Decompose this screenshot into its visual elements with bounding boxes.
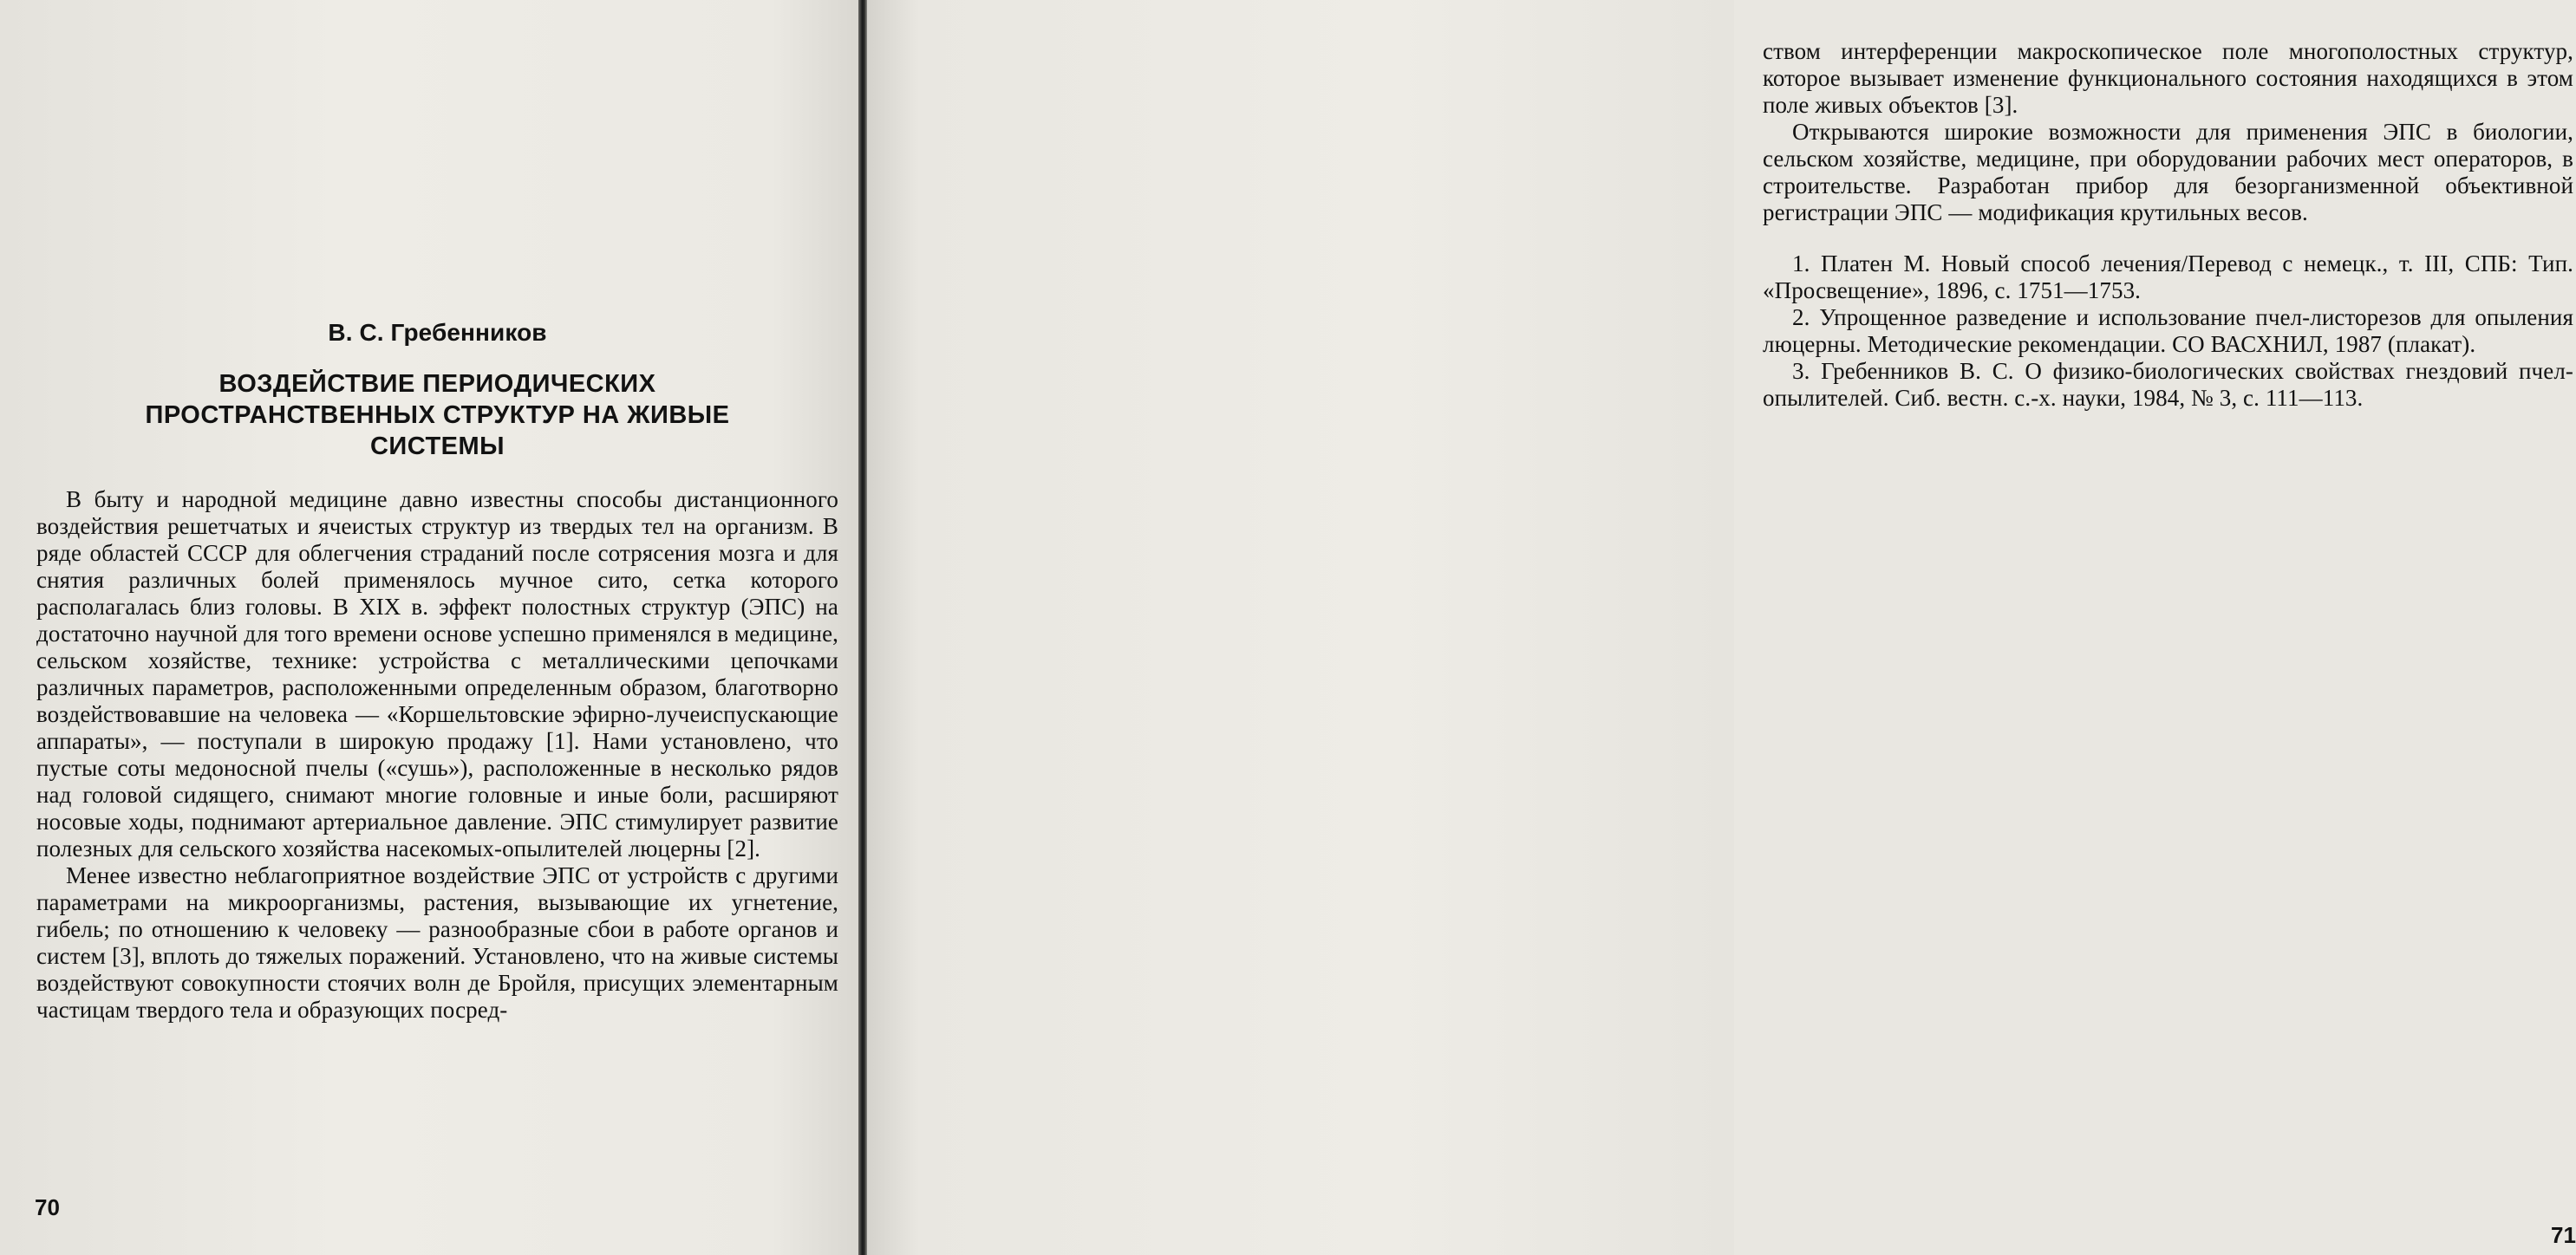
body-paragraph: Открываются широкие возможности для применения ЭПС в биологии, сельском хозяйстве, медицине, при оборудовании рабочих мест операторов, в строительстве. Разработан прибор для безорганизменной объективной регистрации ЭПС — модификация крутильных весов.	[1763, 119, 2573, 225]
title-line: ПРОСТРАНСТВЕННЫХ СТРУКТУР НА ЖИВЫЕ	[145, 401, 730, 429]
body-paragraph: В быту и народной медицине давно известны способы дистанционного воздействия решетчатых и ячеистых структур из твердых тел на организм. В ряде областей СССР для облегчения страданий после сотрясения мозга и для снятия различных болей применялось мучное сито, сетка которого располагалась близ головы. В XIX в. эффект полостных структур (ЭПС) на достаточно научной для того времени основе успешно применялся в медицине, сельском хозяйстве, технике: устройства с металлическими цепочками различных параметров, расположенными определенным образом, благотворно воздействовавшие на человека — «Коршельтовские эфирно-лучеиспускающие аппараты», — поступали в широкую продажу [1]. Нами установлено, что пустые соты медоносной пчелы («сушь»), расположенные в несколько рядов над головой сидящего, снимают многие головные и иные боли, расширяют носовые ходы, поднимают артериальное давление. ЭПС стимулирует развитие полезных для сельского хозяйства насекомых-опылителей люцерны [2].	[36, 486, 838, 862]
article-title	[36, 368, 838, 462]
right-column	[1763, 38, 2573, 412]
page-number: 70	[35, 1194, 60, 1220]
article-author: В. С. Гребенников	[328, 319, 547, 346]
left-column	[36, 319, 838, 1024]
reference-item: 3. Гребенников В. С. О физико-биологических свойствах гнездовий пчел-опылителей. Сиб. вестн. с.-х. науки, 1984, № 3, с. 111—113.	[1763, 358, 2573, 411]
book-gutter	[858, 0, 867, 1255]
body-paragraph: Менее известно неблагоприятное воздействие ЭПС от устройств с другими параметрами на микроорганизмы, растения, вызывающие их угнетение, гибель; по отношению к человеку — разнообразные сбои в работе органов и систем [3], вплоть до тяжелых поражений. Установлено, что на живые системы воздействуют совокупности стоячих волн де Бройля, присущих элементарным частицам твердого тела и образующих посред-	[36, 862, 838, 1023]
left-page	[0, 0, 858, 1255]
reference-item: 2. Упрощенное разведение и использование пчел-листорезов для опыления люцерны. Методические рекомендации. СО ВАСХНИЛ, 1987 (плакат).	[1763, 304, 2573, 357]
title-line: ВОЗДЕЙСТВИЕ ПЕРИОДИЧЕСКИХ	[218, 370, 656, 398]
title-line: СИСТЕМЫ	[369, 432, 505, 460]
page-number: 71	[2551, 1222, 2576, 1248]
right-page	[867, 0, 2576, 1255]
references-list	[1763, 250, 2573, 412]
body-paragraph: ством интерференции макроскопическое поле многополостных структур, которое вызывает изменение функционального состояния находящихся в этом поле живых объектов [3].	[1763, 38, 2573, 118]
reference-item: 1. Платен М. Новый способ лечения/Перевод с немецк., т. III, СПБ: Тип. «Просвещение», 1896, с. 1751—1753.	[1763, 250, 2573, 303]
